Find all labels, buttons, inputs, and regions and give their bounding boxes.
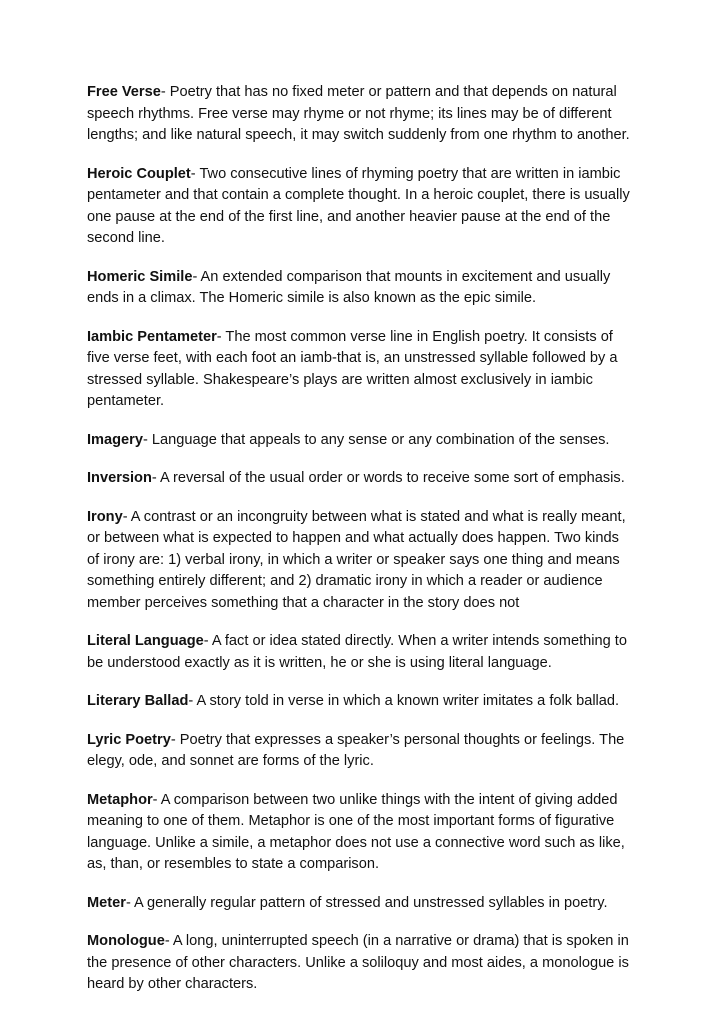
- term: Literal Language: [87, 633, 204, 649]
- definition: - Language that appeals to any sense or any combination of the senses.: [142, 431, 610, 448]
- entry-meter: [87, 893, 630, 915]
- term: Inversion: [87, 470, 152, 486]
- term: Meter: [87, 894, 126, 911]
- entry-literal-language: [87, 631, 630, 674]
- entry-inversion: [87, 468, 630, 490]
- term: Free Verse: [87, 84, 161, 100]
- entry-free-verse: [87, 82, 630, 147]
- term: Lyric Poetry: [87, 731, 171, 748]
- definition: - The most common verse line in English poetry. It consists of five verse feet, with each foot an iamb-that is, an unstressed syllable followed by a stressed syllable. Shakespeare’s plays are written almost exclusively in iambic pentameter.: [87, 328, 618, 409]
- entry-monologue: [87, 931, 630, 996]
- entry-homeric-simile: [87, 267, 630, 310]
- definition: - Two consecutive lines of rhyming poetry that are written in iambic pentameter and that contain a complete thought. In a heroic couplet, there is usually one pause at the end of the first line, and another heavier pause at the end of the second line.: [87, 165, 630, 246]
- definition: - A generally regular pattern of stressed and unstressed syllables in poetry.: [125, 894, 608, 911]
- term: Literary Ballad: [87, 693, 189, 709]
- definition: - An extended comparison that mounts in excitement and usually ends in a climax. The Homeric simile is also known as the epic simile.: [87, 268, 611, 306]
- term: Metaphor: [87, 791, 153, 808]
- term: Homeric Simile: [87, 268, 193, 285]
- entry-irony: [87, 507, 630, 615]
- term: Iambic Pentameter: [87, 328, 217, 345]
- entry-heroic-couplet: [87, 164, 630, 250]
- definition: - A fact or idea stated directly. When a writer intends something to be understood exactly as it is written, he or she is using literal language.: [87, 633, 627, 671]
- term: Irony: [87, 508, 123, 525]
- entry-literary-ballad: [87, 691, 630, 713]
- term: Imagery: [87, 431, 143, 448]
- definition: - A comparison between two unlike things with the intent of giving added meaning to one of them. Metaphor is one of the most important forms of figurative language. Unlike a simile, a metaphor does not use a connective word such as like, as, than, or resembles to state a comparison.: [87, 791, 625, 872]
- definition: - A reversal of the usual order or words to receive some sort of emphasis.: [151, 470, 625, 486]
- definition: - A long, uninterrupted speech (in a narrative or drama) that is spoken in the presence of other characters. Unlike a soliloquy and most aides, a monologue is heard by other characters.: [87, 933, 629, 992]
- term: Heroic Couplet: [87, 165, 191, 182]
- entry-imagery: [87, 430, 630, 452]
- term: Monologue: [87, 933, 165, 949]
- definition: - A story told in verse in which a known writer imitates a folk ballad.: [188, 693, 620, 709]
- entry-lyric-poetry: [87, 730, 630, 773]
- definition: - Poetry that expresses a speaker’s personal thoughts or feelings. The elegy, ode, and sonnet are forms of the lyric.: [87, 731, 625, 769]
- entry-metaphor: [87, 790, 630, 876]
- entry-iambic-pentameter: [87, 327, 630, 413]
- definition: - A contrast or an incongruity between what is stated and what is really meant, or between what is expected to happen and what actually does happen. Two kinds of irony are: 1) verbal irony, in which a writer or speaker says one thing and means something entirely different; and 2) dramatic irony in which a reader or audience member perceives something that a character in the story does not: [87, 508, 626, 611]
- definition: - Poetry that has no fixed meter or pattern and that depends on natural speech rhythms. Free verse may rhyme or not rhyme; its lines may be of different lengths; and like natural speech, it may switch suddenly from one rhythm to another.: [87, 84, 630, 143]
